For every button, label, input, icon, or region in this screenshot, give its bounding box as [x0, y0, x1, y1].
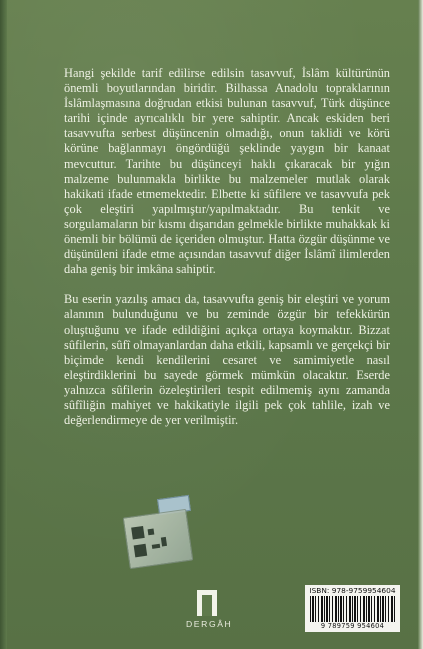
qr-sticker: [123, 509, 194, 569]
back-cover-blurb: [64, 66, 390, 443]
qr-finder-icon: [131, 526, 145, 540]
blurb-paragraph-1: Hangi şekilde tarif edilirse edilsin tasavvuf, İslâm kültürünün önemli boyutlarından biridir. Bilhassa Anadolu topraklarının İslâmlaşmasına doğrudan etkisi bulunan tasavvuf, Türk düşünce tarihi içinde ayrıcalıklı bir yere sahiptir. Ancak eskiden beri tasavvufta serbest düşüncenin olmadığı, onun taklidi ve körü körüne bağlanmayı öngördüğü şeklinde yaygın bir kanaat mevcuttur. Tarihte bu düşünceyi haklı çıkaracak bir yığın malzeme bulunmakla birlikte bu malzemeler mutlak olarak hakikati ifade etmemektedir. Elbette ki sûfilere ve tasavvufa pek çok eleştiri yapılmıştır/yapılmaktadır. Bu tenkit ve sorgulamaların bir kısmı dışarıdan gelmekle birlikte muhakkak ki önemli bir bölümü de içeriden olmuştur. Hatta özgür düşünme ve düşünüleni ifade etme açısından tasavvuf diğer İslâmî ilimlerden daha geniş bir imkâna sahiptir.: [64, 66, 390, 277]
isbn-barcode-block: [305, 585, 400, 632]
cover-left-edge: [0, 0, 7, 649]
publisher-name: DERGÂH: [186, 619, 233, 629]
barcode-icon: [310, 596, 395, 622]
blurb-paragraph-2: Bu eserin yazılış amacı da, tasavvufta geniş bir eleştiri ve yorum alanının bulunduğunu ve bu zeminde özgür bir tefekkürün oluştuğunu ve ifade edildiğini açıkça ortaya koymaktır. Bizzat sûfilerin, sûfî olmayanlardan daha etkili, kapsamlı ve gerçekçi bir biçimde kendi kendilerini cesaret ve samimiyetle nasıl eleştirdiklerini bu sayede görmek mümkün olacaktır. Eserde yalnızca sûfilerin özeleştirileri tespit edilmemiş aynı zamanda sûfîliğin mahiyet ve hakikatiyle ilgili pek çok tahlile, izah ve değerlendirmeye de yer verilmiştir.: [64, 292, 390, 428]
qr-module-icon: [152, 544, 160, 549]
barcode-digits: 9 789759 954604: [320, 622, 385, 630]
isbn-label: ISBN: 978-9759954604: [309, 586, 396, 595]
qr-finder-icon: [134, 544, 148, 558]
dergah-logo-icon: [196, 589, 218, 617]
cover-right-edge: [418, 0, 423, 649]
qr-module-icon: [161, 537, 167, 547]
qr-module-icon: [148, 529, 155, 536]
